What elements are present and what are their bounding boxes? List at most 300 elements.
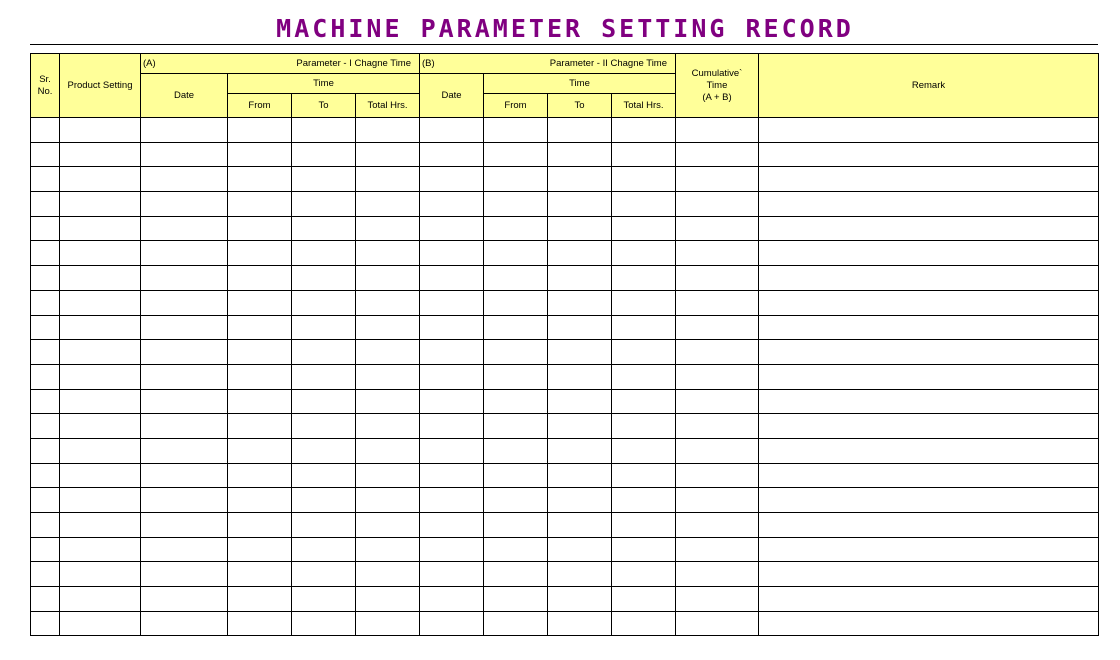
cell-from-a[interactable] bbox=[228, 266, 292, 291]
parameter-record-table bbox=[30, 53, 1099, 636]
cell-sr-no[interactable] bbox=[31, 537, 60, 562]
cell-date-a[interactable] bbox=[141, 192, 228, 217]
table-row bbox=[31, 438, 1099, 463]
cell-to-a[interactable] bbox=[292, 266, 356, 291]
cell-total-hrs-b[interactable] bbox=[612, 389, 676, 414]
cell-total-hrs-b[interactable] bbox=[612, 118, 676, 143]
cell-date-b[interactable] bbox=[420, 142, 484, 167]
cell-from-a[interactable] bbox=[228, 463, 292, 488]
cell-sr-no[interactable] bbox=[31, 562, 60, 587]
cell-total-hrs-a[interactable] bbox=[356, 118, 420, 143]
cell-date-a[interactable] bbox=[141, 142, 228, 167]
cell-cumulative-time[interactable] bbox=[676, 463, 759, 488]
cell-remark[interactable] bbox=[759, 414, 1099, 439]
cell-date-b[interactable] bbox=[420, 241, 484, 266]
cell-from-a[interactable] bbox=[228, 142, 292, 167]
cell-to-a[interactable] bbox=[292, 340, 356, 365]
cell-total-hrs-b[interactable] bbox=[612, 364, 676, 389]
cell-from-b[interactable] bbox=[484, 192, 548, 217]
cell-from-a[interactable] bbox=[228, 167, 292, 192]
cell-from-a[interactable] bbox=[228, 414, 292, 439]
header-total-hrs-b: Total Hrs. bbox=[612, 94, 676, 118]
cell-to-a[interactable] bbox=[292, 537, 356, 562]
cell-from-a[interactable] bbox=[228, 216, 292, 241]
cell-to-b[interactable] bbox=[548, 340, 612, 365]
cell-remark[interactable] bbox=[759, 364, 1099, 389]
cell-sr-no[interactable] bbox=[31, 241, 60, 266]
table-row bbox=[31, 216, 1099, 241]
cell-product-setting[interactable] bbox=[60, 290, 141, 315]
cell-remark[interactable] bbox=[759, 389, 1099, 414]
cell-to-b[interactable] bbox=[548, 142, 612, 167]
cell-product-setting[interactable] bbox=[60, 364, 141, 389]
cell-total-hrs-b[interactable] bbox=[612, 587, 676, 612]
cell-date-a[interactable] bbox=[141, 611, 228, 636]
cell-date-a[interactable] bbox=[141, 488, 228, 513]
parameter-b-code: (B) bbox=[422, 58, 435, 69]
table-row bbox=[31, 192, 1099, 217]
cell-from-a[interactable] bbox=[228, 315, 292, 340]
cell-from-b[interactable] bbox=[484, 562, 548, 587]
cell-date-b[interactable] bbox=[420, 414, 484, 439]
cell-from-a[interactable] bbox=[228, 537, 292, 562]
cell-to-a[interactable] bbox=[292, 562, 356, 587]
header-time-b: Time bbox=[484, 74, 676, 94]
cell-to-b[interactable] bbox=[548, 587, 612, 612]
cell-total-hrs-a[interactable] bbox=[356, 192, 420, 217]
cell-date-a[interactable] bbox=[141, 315, 228, 340]
cell-to-b[interactable] bbox=[548, 167, 612, 192]
cell-remark[interactable] bbox=[759, 216, 1099, 241]
cell-date-b[interactable] bbox=[420, 513, 484, 538]
cell-from-a[interactable] bbox=[228, 587, 292, 612]
cell-cumulative-time[interactable] bbox=[676, 192, 759, 217]
cell-total-hrs-a[interactable] bbox=[356, 241, 420, 266]
header-time-a: Time bbox=[228, 74, 420, 94]
cell-sr-no[interactable] bbox=[31, 389, 60, 414]
cell-remark[interactable] bbox=[759, 290, 1099, 315]
cell-date-b[interactable] bbox=[420, 463, 484, 488]
cell-product-setting[interactable] bbox=[60, 562, 141, 587]
cell-date-a[interactable] bbox=[141, 562, 228, 587]
cell-total-hrs-a[interactable] bbox=[356, 611, 420, 636]
cell-from-b[interactable] bbox=[484, 463, 548, 488]
cell-date-b[interactable] bbox=[420, 488, 484, 513]
cell-total-hrs-a[interactable] bbox=[356, 167, 420, 192]
cell-date-b[interactable] bbox=[420, 364, 484, 389]
cell-total-hrs-b[interactable] bbox=[612, 562, 676, 587]
cell-from-b[interactable] bbox=[484, 587, 548, 612]
cell-from-b[interactable] bbox=[484, 364, 548, 389]
cell-to-b[interactable] bbox=[548, 241, 612, 266]
cell-to-b[interactable] bbox=[548, 315, 612, 340]
header-date-a: Date bbox=[141, 74, 228, 118]
cell-from-b[interactable] bbox=[484, 241, 548, 266]
cell-cumulative-time[interactable] bbox=[676, 513, 759, 538]
cumulative-line-1: Cumulative` bbox=[691, 67, 743, 79]
cell-cumulative-time[interactable] bbox=[676, 290, 759, 315]
cell-cumulative-time[interactable] bbox=[676, 537, 759, 562]
cell-sr-no[interactable] bbox=[31, 142, 60, 167]
cell-from-a[interactable] bbox=[228, 438, 292, 463]
header-to-b: To bbox=[548, 94, 612, 118]
cell-cumulative-time[interactable] bbox=[676, 266, 759, 291]
cell-from-a[interactable] bbox=[228, 389, 292, 414]
cell-cumulative-time[interactable] bbox=[676, 611, 759, 636]
header-from-b: From bbox=[484, 94, 548, 118]
cell-cumulative-time[interactable] bbox=[676, 587, 759, 612]
cell-remark[interactable] bbox=[759, 142, 1099, 167]
cell-sr-no[interactable] bbox=[31, 192, 60, 217]
cumulative-line-3: (A + B) bbox=[702, 91, 732, 103]
cell-from-b[interactable] bbox=[484, 389, 548, 414]
table-row bbox=[31, 118, 1099, 143]
cell-product-setting[interactable] bbox=[60, 266, 141, 291]
cell-total-hrs-b[interactable] bbox=[612, 192, 676, 217]
cell-from-b[interactable] bbox=[484, 142, 548, 167]
cell-to-b[interactable] bbox=[548, 389, 612, 414]
cell-to-a[interactable] bbox=[292, 216, 356, 241]
cell-total-hrs-a[interactable] bbox=[356, 389, 420, 414]
cell-from-a[interactable] bbox=[228, 488, 292, 513]
cell-from-a[interactable] bbox=[228, 192, 292, 217]
header-to-a: To bbox=[292, 94, 356, 118]
cell-sr-no[interactable] bbox=[31, 488, 60, 513]
cell-product-setting[interactable] bbox=[60, 414, 141, 439]
cell-product-setting[interactable] bbox=[60, 241, 141, 266]
cell-date-b[interactable] bbox=[420, 537, 484, 562]
cell-to-a[interactable] bbox=[292, 513, 356, 538]
cell-date-b[interactable] bbox=[420, 562, 484, 587]
cell-cumulative-time[interactable] bbox=[676, 216, 759, 241]
cell-product-setting[interactable] bbox=[60, 463, 141, 488]
cell-total-hrs-a[interactable] bbox=[356, 537, 420, 562]
table-row bbox=[31, 414, 1099, 439]
cell-sr-no[interactable] bbox=[31, 611, 60, 636]
cell-from-b[interactable] bbox=[484, 438, 548, 463]
parameter-a-code: (A) bbox=[143, 58, 156, 69]
cell-cumulative-time[interactable] bbox=[676, 438, 759, 463]
table-row bbox=[31, 241, 1099, 266]
parameter-a-title: Parameter - I Chagne Time bbox=[296, 58, 411, 69]
cell-from-b[interactable] bbox=[484, 611, 548, 636]
cell-product-setting[interactable] bbox=[60, 192, 141, 217]
cell-date-a[interactable] bbox=[141, 118, 228, 143]
cell-to-a[interactable] bbox=[292, 389, 356, 414]
cell-cumulative-time[interactable] bbox=[676, 414, 759, 439]
cell-from-a[interactable] bbox=[228, 290, 292, 315]
cell-total-hrs-b[interactable] bbox=[612, 488, 676, 513]
cell-date-a[interactable] bbox=[141, 389, 228, 414]
cell-to-b[interactable] bbox=[548, 118, 612, 143]
header-parameter-b bbox=[420, 54, 676, 74]
cell-remark[interactable] bbox=[759, 587, 1099, 612]
table-row bbox=[31, 364, 1099, 389]
cell-cumulative-time[interactable] bbox=[676, 241, 759, 266]
cell-from-b[interactable] bbox=[484, 488, 548, 513]
cell-product-setting[interactable] bbox=[60, 488, 141, 513]
cell-cumulative-time[interactable] bbox=[676, 315, 759, 340]
cell-remark[interactable] bbox=[759, 118, 1099, 143]
cell-cumulative-time[interactable] bbox=[676, 488, 759, 513]
cell-cumulative-time[interactable] bbox=[676, 142, 759, 167]
cell-sr-no[interactable] bbox=[31, 340, 60, 365]
cell-from-b[interactable] bbox=[484, 266, 548, 291]
cell-sr-no[interactable] bbox=[31, 216, 60, 241]
cell-total-hrs-a[interactable] bbox=[356, 142, 420, 167]
cell-date-a[interactable] bbox=[141, 463, 228, 488]
cell-date-b[interactable] bbox=[420, 118, 484, 143]
cell-date-a[interactable] bbox=[141, 216, 228, 241]
cell-to-a[interactable] bbox=[292, 587, 356, 612]
cell-cumulative-time[interactable] bbox=[676, 389, 759, 414]
cell-remark[interactable] bbox=[759, 537, 1099, 562]
cell-from-b[interactable] bbox=[484, 537, 548, 562]
table-row bbox=[31, 611, 1099, 636]
cell-product-setting[interactable] bbox=[60, 537, 141, 562]
cell-from-b[interactable] bbox=[484, 513, 548, 538]
cell-product-setting[interactable] bbox=[60, 611, 141, 636]
cell-to-a[interactable] bbox=[292, 241, 356, 266]
cell-from-a[interactable] bbox=[228, 611, 292, 636]
cell-to-b[interactable] bbox=[548, 513, 612, 538]
cell-sr-no[interactable] bbox=[31, 364, 60, 389]
cell-product-setting[interactable] bbox=[60, 315, 141, 340]
cell-to-b[interactable] bbox=[548, 537, 612, 562]
cell-total-hrs-a[interactable] bbox=[356, 463, 420, 488]
cell-sr-no[interactable] bbox=[31, 513, 60, 538]
cell-remark[interactable] bbox=[759, 463, 1099, 488]
cell-from-b[interactable] bbox=[484, 118, 548, 143]
cell-to-b[interactable] bbox=[548, 192, 612, 217]
cell-cumulative-time[interactable] bbox=[676, 118, 759, 143]
cell-total-hrs-b[interactable] bbox=[612, 414, 676, 439]
table-row bbox=[31, 513, 1099, 538]
cell-total-hrs-b[interactable] bbox=[612, 167, 676, 192]
table-header bbox=[31, 54, 1099, 118]
cell-total-hrs-b[interactable] bbox=[612, 241, 676, 266]
cell-from-a[interactable] bbox=[228, 364, 292, 389]
cell-total-hrs-b[interactable] bbox=[612, 438, 676, 463]
cell-to-a[interactable] bbox=[292, 290, 356, 315]
cell-total-hrs-a[interactable] bbox=[356, 340, 420, 365]
cell-remark[interactable] bbox=[759, 192, 1099, 217]
table-row bbox=[31, 562, 1099, 587]
cell-total-hrs-a[interactable] bbox=[356, 216, 420, 241]
cell-remark[interactable] bbox=[759, 513, 1099, 538]
cell-from-b[interactable] bbox=[484, 414, 548, 439]
cell-from-b[interactable] bbox=[484, 216, 548, 241]
cell-total-hrs-a[interactable] bbox=[356, 266, 420, 291]
page-title: MACHINE PARAMETER SETTING RECORD bbox=[276, 14, 854, 43]
cell-product-setting[interactable] bbox=[60, 389, 141, 414]
cell-to-b[interactable] bbox=[548, 290, 612, 315]
header-total-hrs-a: Total Hrs. bbox=[356, 94, 420, 118]
cell-date-a[interactable] bbox=[141, 513, 228, 538]
cell-date-a[interactable] bbox=[141, 414, 228, 439]
cell-to-b[interactable] bbox=[548, 216, 612, 241]
parameter-b-title: Parameter - II Chagne Time bbox=[549, 58, 667, 69]
cell-to-a[interactable] bbox=[292, 414, 356, 439]
cell-total-hrs-b[interactable] bbox=[612, 142, 676, 167]
cell-total-hrs-a[interactable] bbox=[356, 587, 420, 612]
table-row bbox=[31, 290, 1099, 315]
cell-to-a[interactable] bbox=[292, 364, 356, 389]
cell-to-b[interactable] bbox=[548, 488, 612, 513]
cell-to-a[interactable] bbox=[292, 463, 356, 488]
cell-from-a[interactable] bbox=[228, 513, 292, 538]
cell-date-a[interactable] bbox=[141, 364, 228, 389]
cell-from-a[interactable] bbox=[228, 118, 292, 143]
cell-to-a[interactable] bbox=[292, 315, 356, 340]
cell-date-a[interactable] bbox=[141, 266, 228, 291]
cell-product-setting[interactable] bbox=[60, 118, 141, 143]
cell-date-a[interactable] bbox=[141, 290, 228, 315]
cell-total-hrs-b[interactable] bbox=[612, 537, 676, 562]
header-parameter-a bbox=[141, 54, 420, 74]
header-sr-no: Sr. No. bbox=[31, 54, 60, 118]
table-row bbox=[31, 167, 1099, 192]
cumulative-line-2: Time bbox=[706, 79, 728, 91]
cell-date-b[interactable] bbox=[420, 315, 484, 340]
cell-cumulative-time[interactable] bbox=[676, 562, 759, 587]
title-underline bbox=[30, 44, 1098, 45]
cell-to-b[interactable] bbox=[548, 438, 612, 463]
table-body bbox=[31, 118, 1099, 636]
cell-date-a[interactable] bbox=[141, 438, 228, 463]
cell-remark[interactable] bbox=[759, 241, 1099, 266]
table-row bbox=[31, 315, 1099, 340]
cell-date-b[interactable] bbox=[420, 587, 484, 612]
cell-total-hrs-a[interactable] bbox=[356, 562, 420, 587]
cell-date-a[interactable] bbox=[141, 167, 228, 192]
cell-date-b[interactable] bbox=[420, 389, 484, 414]
cell-to-a[interactable] bbox=[292, 611, 356, 636]
cell-total-hrs-b[interactable] bbox=[612, 266, 676, 291]
cell-from-b[interactable] bbox=[484, 290, 548, 315]
table-row bbox=[31, 463, 1099, 488]
cell-to-a[interactable] bbox=[292, 142, 356, 167]
cell-date-b[interactable] bbox=[420, 167, 484, 192]
cell-cumulative-time[interactable] bbox=[676, 340, 759, 365]
table-row bbox=[31, 488, 1099, 513]
cell-remark[interactable] bbox=[759, 315, 1099, 340]
cell-remark[interactable] bbox=[759, 611, 1099, 636]
cell-to-a[interactable] bbox=[292, 167, 356, 192]
cell-sr-no[interactable] bbox=[31, 290, 60, 315]
table-row bbox=[31, 389, 1099, 414]
cell-total-hrs-b[interactable] bbox=[612, 290, 676, 315]
cell-sr-no[interactable] bbox=[31, 167, 60, 192]
cell-to-a[interactable] bbox=[292, 488, 356, 513]
cell-total-hrs-b[interactable] bbox=[612, 513, 676, 538]
cell-product-setting[interactable] bbox=[60, 513, 141, 538]
cell-to-b[interactable] bbox=[548, 414, 612, 439]
cell-sr-no[interactable] bbox=[31, 266, 60, 291]
cell-to-b[interactable] bbox=[548, 562, 612, 587]
cell-remark[interactable] bbox=[759, 488, 1099, 513]
header-product-setting: Product Setting bbox=[60, 54, 141, 118]
cell-to-a[interactable] bbox=[292, 438, 356, 463]
cell-to-b[interactable] bbox=[548, 463, 612, 488]
cell-sr-no[interactable] bbox=[31, 414, 60, 439]
cell-from-b[interactable] bbox=[484, 315, 548, 340]
cell-remark[interactable] bbox=[759, 438, 1099, 463]
header-cumulative-time bbox=[676, 54, 759, 118]
cell-total-hrs-a[interactable] bbox=[356, 488, 420, 513]
cell-total-hrs-a[interactable] bbox=[356, 414, 420, 439]
table-row bbox=[31, 537, 1099, 562]
cell-cumulative-time[interactable] bbox=[676, 364, 759, 389]
header-date-b: Date bbox=[420, 74, 484, 118]
cell-to-b[interactable] bbox=[548, 611, 612, 636]
cell-remark[interactable] bbox=[759, 340, 1099, 365]
table-row bbox=[31, 142, 1099, 167]
cell-to-a[interactable] bbox=[292, 118, 356, 143]
cell-product-setting[interactable] bbox=[60, 142, 141, 167]
table-row bbox=[31, 587, 1099, 612]
cell-remark[interactable] bbox=[759, 167, 1099, 192]
cell-date-a[interactable] bbox=[141, 537, 228, 562]
cell-to-b[interactable] bbox=[548, 364, 612, 389]
table-row bbox=[31, 340, 1099, 365]
cell-total-hrs-b[interactable] bbox=[612, 216, 676, 241]
cell-sr-no[interactable] bbox=[31, 587, 60, 612]
cell-total-hrs-a[interactable] bbox=[356, 438, 420, 463]
cell-total-hrs-b[interactable] bbox=[612, 463, 676, 488]
cell-total-hrs-a[interactable] bbox=[356, 513, 420, 538]
cell-total-hrs-a[interactable] bbox=[356, 315, 420, 340]
cell-date-a[interactable] bbox=[141, 340, 228, 365]
cell-product-setting[interactable] bbox=[60, 438, 141, 463]
cell-sr-no[interactable] bbox=[31, 118, 60, 143]
cell-date-b[interactable] bbox=[420, 266, 484, 291]
cell-sr-no[interactable] bbox=[31, 315, 60, 340]
cell-remark[interactable] bbox=[759, 562, 1099, 587]
cell-from-b[interactable] bbox=[484, 340, 548, 365]
cell-cumulative-time[interactable] bbox=[676, 167, 759, 192]
cell-date-b[interactable] bbox=[420, 192, 484, 217]
cell-product-setting[interactable] bbox=[60, 340, 141, 365]
cell-date-b[interactable] bbox=[420, 340, 484, 365]
cell-from-a[interactable] bbox=[228, 340, 292, 365]
cell-from-a[interactable] bbox=[228, 562, 292, 587]
cell-date-a[interactable] bbox=[141, 241, 228, 266]
cell-to-a[interactable] bbox=[292, 192, 356, 217]
cell-sr-no[interactable] bbox=[31, 463, 60, 488]
cell-total-hrs-a[interactable] bbox=[356, 364, 420, 389]
cell-date-b[interactable] bbox=[420, 611, 484, 636]
cell-total-hrs-b[interactable] bbox=[612, 340, 676, 365]
cell-date-b[interactable] bbox=[420, 438, 484, 463]
cell-total-hrs-b[interactable] bbox=[612, 611, 676, 636]
cell-product-setting[interactable] bbox=[60, 167, 141, 192]
header-remark: Remark bbox=[759, 54, 1099, 118]
cell-from-a[interactable] bbox=[228, 241, 292, 266]
table-row bbox=[31, 266, 1099, 291]
cell-product-setting[interactable] bbox=[60, 587, 141, 612]
cell-remark[interactable] bbox=[759, 266, 1099, 291]
cell-date-b[interactable] bbox=[420, 290, 484, 315]
cell-product-setting[interactable] bbox=[60, 216, 141, 241]
cell-date-b[interactable] bbox=[420, 216, 484, 241]
cell-date-a[interactable] bbox=[141, 587, 228, 612]
cell-sr-no[interactable] bbox=[31, 438, 60, 463]
cell-to-b[interactable] bbox=[548, 266, 612, 291]
cell-total-hrs-a[interactable] bbox=[356, 290, 420, 315]
cell-total-hrs-b[interactable] bbox=[612, 315, 676, 340]
cell-from-b[interactable] bbox=[484, 167, 548, 192]
